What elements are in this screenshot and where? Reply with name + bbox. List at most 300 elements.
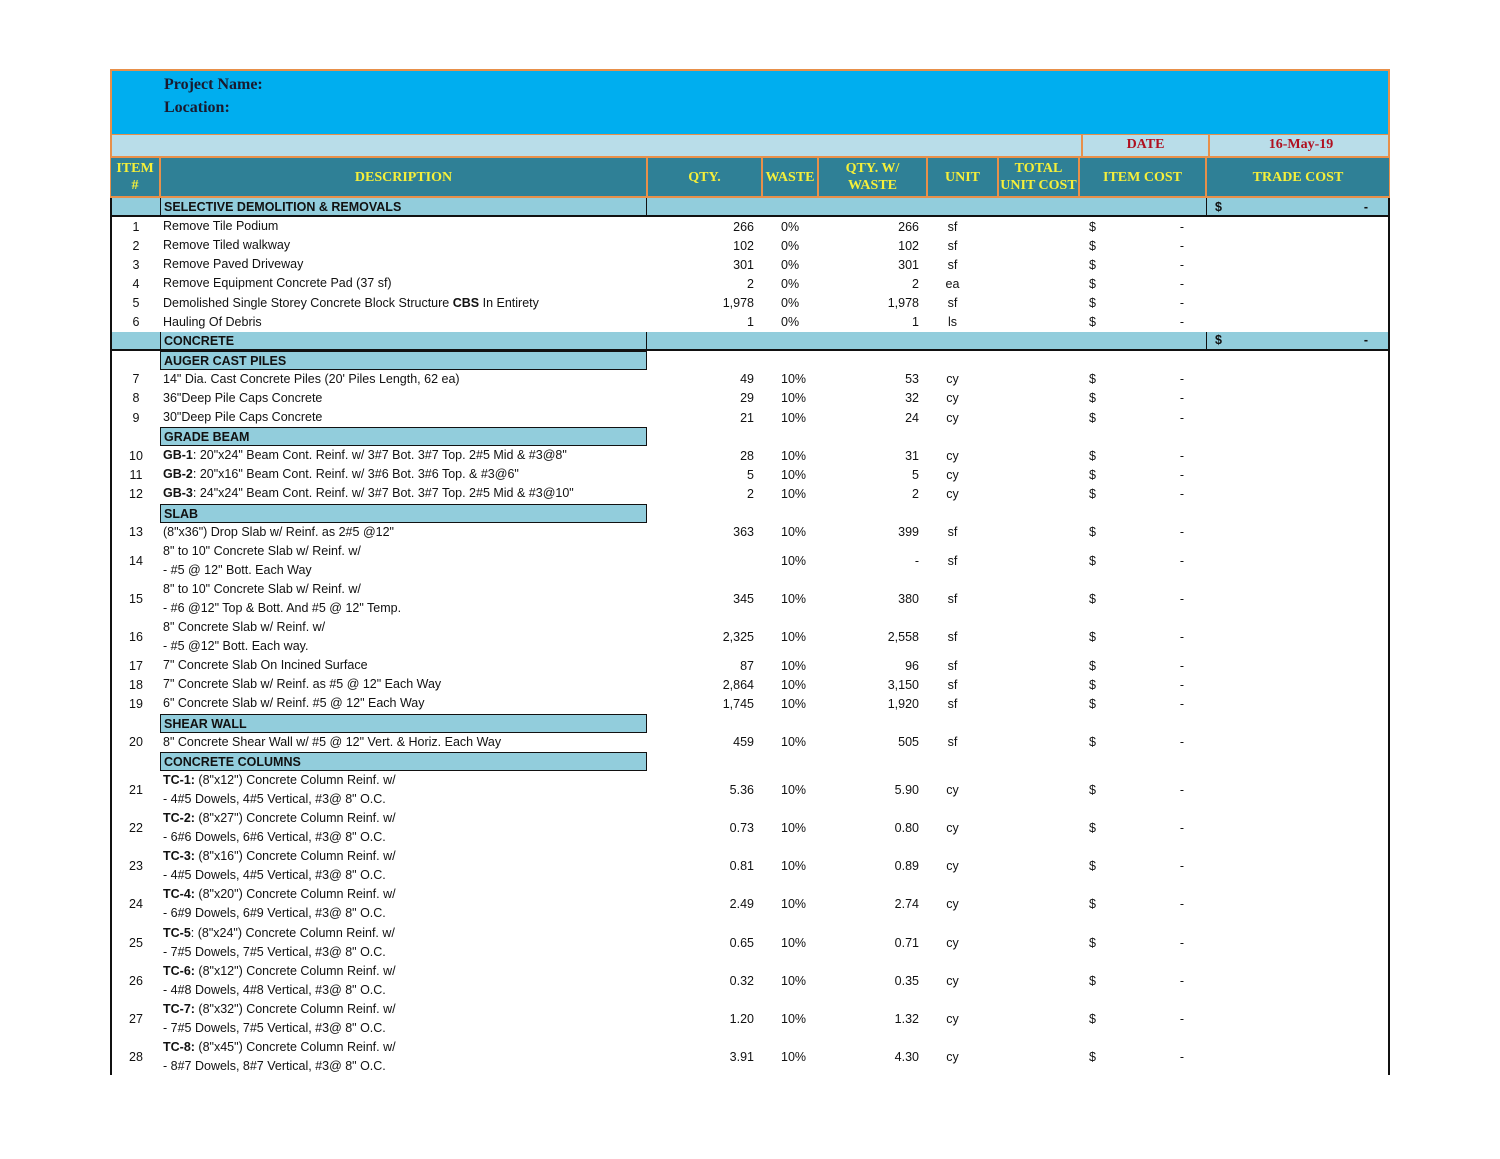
unit-cell[interactable]: cy	[946, 859, 959, 874]
section-header-row	[112, 332, 1388, 351]
qty-cell[interactable]: 2,864	[722, 677, 754, 692]
description-text: 36"Deep Pile Caps Concrete	[163, 390, 323, 405]
description-text: Remove Tiled walkway	[163, 238, 291, 253]
item-cost-cell	[1079, 1012, 1206, 1026]
description-cell[interactable]	[160, 446, 647, 465]
description-text: - 4#8 Dowels, 4#8 Vertical, #3@ 8" O.C.	[163, 982, 386, 997]
item-cost-value: -	[1179, 821, 1184, 836]
table-row	[112, 675, 1388, 694]
description-text: 14" Dia. Cast Concrete Piles (20' Piles Length, 62 ea)	[163, 371, 460, 386]
item-code: TC-5	[163, 925, 191, 940]
description-cell[interactable]	[160, 885, 647, 923]
item-cost-cell	[1079, 525, 1206, 539]
qty-cell[interactable]: 301	[733, 257, 754, 272]
item-code: GB-3	[163, 486, 193, 501]
trade-cost-cell[interactable]	[1206, 198, 1390, 215]
item-number: 22	[129, 821, 143, 836]
unit-cell[interactable]: cy	[946, 410, 959, 425]
item-cost-cell	[1079, 372, 1206, 386]
unit-cell[interactable]: sf	[947, 658, 958, 673]
description-line	[163, 962, 647, 981]
item-cost-value: -	[1179, 591, 1184, 606]
waste-cell[interactable]: 10%	[781, 448, 807, 463]
table-row	[112, 771, 1388, 809]
currency-symbol: $	[1089, 591, 1096, 606]
subsection-title: AUGER CAST PILES	[160, 351, 647, 370]
waste-cell[interactable]: 10%	[781, 935, 807, 950]
qty-with-waste-cell: 32	[905, 391, 919, 406]
unit-cell[interactable]: sf	[947, 591, 958, 606]
item-cost-cell	[1079, 735, 1206, 749]
currency-symbol: $	[1089, 735, 1096, 750]
unit-cell[interactable]: cy	[946, 935, 959, 950]
description-text: 30"Deep Pile Caps Concrete	[163, 410, 323, 425]
unit-cell[interactable]: ea	[945, 276, 960, 291]
item-cost-value: -	[1179, 219, 1184, 234]
col-trade-cost: TRADE COST	[1207, 158, 1389, 196]
qty-cell[interactable]: 0.81	[729, 859, 754, 874]
qty-cell[interactable]: 1	[747, 315, 754, 330]
description-cell[interactable]	[160, 274, 647, 293]
qty-cell[interactable]: 5.36	[729, 782, 754, 797]
date-row	[110, 135, 1390, 156]
description-line	[163, 904, 647, 923]
waste-cell[interactable]: 10%	[781, 782, 807, 797]
currency-symbol: $	[1089, 630, 1096, 645]
item-cost-value: -	[1179, 1050, 1184, 1065]
qty-with-waste-cell: 0.35	[894, 973, 919, 988]
description-text: 8" to 10" Concrete Slab w/ Reinf. w/	[163, 581, 361, 596]
item-cost-value: -	[1179, 677, 1184, 692]
description-text: (8"x36") Drop Slab w/ Reinf. as 2#5 @12"	[163, 524, 394, 539]
table-row	[112, 370, 1388, 389]
qty-cell[interactable]: 49	[740, 372, 754, 387]
waste-cell[interactable]: 10%	[781, 591, 807, 606]
description-text: - 7#5 Dowels, 7#5 Vertical, #3@ 8" O.C.	[163, 1021, 386, 1036]
unit-cell[interactable]: cy	[946, 897, 959, 912]
qty-cell[interactable]: 1,745	[722, 696, 754, 711]
description-text: : 24"x24" Beam Cont. Reinf. w/ 3#7 Bot. 3#7 Top. 2#5 Mid & #3@10"	[192, 486, 574, 501]
qty-cell[interactable]: 2,325	[722, 630, 754, 645]
item-cost-cell	[1079, 936, 1206, 950]
currency-symbol: $	[1089, 897, 1096, 912]
item-cost-value: -	[1179, 410, 1184, 425]
unit-cell[interactable]: sf	[947, 525, 958, 540]
description-line	[163, 1057, 647, 1076]
item-number: 19	[129, 696, 143, 711]
waste-cell[interactable]: 10%	[781, 735, 807, 750]
description-line	[163, 828, 647, 847]
item-number: 24	[129, 897, 143, 912]
item-cost-value: -	[1179, 315, 1184, 330]
table-row	[112, 694, 1388, 713]
unit-cell[interactable]: cy	[946, 486, 959, 501]
waste-cell[interactable]: 10%	[781, 372, 807, 387]
unit-cell[interactable]: sf	[947, 219, 958, 234]
description-line	[163, 771, 647, 790]
item-cost-value: -	[1179, 238, 1184, 253]
unit-cell[interactable]: sf	[947, 735, 958, 750]
unit-cell[interactable]: cy	[946, 391, 959, 406]
qty-cell[interactable]: 0.32	[729, 973, 754, 988]
item-code: GB-1	[163, 448, 193, 463]
description-text: (8"x32") Concrete Column Reinf. w/	[194, 1002, 396, 1017]
qty-with-waste-cell: 301	[898, 257, 919, 272]
qty-with-waste-cell: 1	[912, 315, 919, 330]
qty-cell[interactable]: 0.65	[729, 935, 754, 950]
description-text: Demolished Single Storey Concrete Block Structure	[163, 295, 453, 310]
description-line	[163, 943, 647, 962]
subsection-title: GRADE BEAM	[160, 427, 647, 446]
qty-with-waste-cell: 399	[898, 525, 919, 540]
description-cell[interactable]	[160, 294, 647, 313]
description-line	[163, 847, 647, 866]
date-row-blank	[112, 135, 1081, 156]
description-cell[interactable]	[160, 542, 647, 580]
table-row	[112, 293, 1388, 312]
item-number: 5	[132, 296, 140, 311]
description-cell[interactable]	[160, 255, 647, 274]
description-text: Hauling Of Debris	[163, 314, 262, 329]
waste-cell[interactable]: 10%	[781, 677, 807, 692]
description-line	[163, 446, 647, 465]
table-row	[112, 389, 1388, 408]
unit-cell[interactable]: sf	[947, 553, 958, 568]
waste-cell[interactable]: 10%	[781, 467, 807, 482]
item-number: 3	[132, 257, 140, 272]
item-cost-value: -	[1179, 859, 1184, 874]
description-line	[163, 408, 647, 427]
description-cell[interactable]	[160, 733, 647, 752]
description-cell[interactable]	[160, 370, 647, 389]
item-code: TC-2:	[163, 811, 195, 826]
item-number: 13	[129, 525, 143, 540]
description-line	[163, 1019, 647, 1038]
qty-with-waste-cell: 4.30	[894, 1050, 919, 1065]
qty-cell[interactable]: 1.20	[729, 1012, 754, 1027]
unit-cell[interactable]: cy	[946, 1012, 959, 1027]
waste-cell[interactable]: 0%	[781, 276, 800, 291]
unit-cell[interactable]: sf	[947, 696, 958, 711]
qty-cell[interactable]: 0.73	[729, 821, 754, 836]
table-row	[112, 217, 1388, 236]
unit-cell[interactable]: sf	[947, 238, 958, 253]
waste-cell[interactable]: 10%	[781, 630, 807, 645]
project-banner	[110, 69, 1390, 135]
table-row	[112, 1000, 1388, 1038]
waste-cell[interactable]: 0%	[781, 315, 800, 330]
waste-cell[interactable]: 10%	[781, 410, 807, 425]
col-description: DESCRIPTION	[161, 158, 646, 196]
line-items	[110, 198, 1390, 1075]
qty-cell[interactable]: 29	[740, 391, 754, 406]
unit-cell[interactable]: sf	[947, 630, 958, 645]
qty-with-waste-cell: 0.89	[894, 859, 919, 874]
unit-cell[interactable]: sf	[947, 296, 958, 311]
qty-cell[interactable]: 1,978	[722, 296, 754, 311]
description-text: (8"x45") Concrete Column Reinf. w/	[194, 1040, 396, 1055]
description-line	[163, 618, 647, 637]
item-cost-value: -	[1179, 973, 1184, 988]
description-cell[interactable]	[160, 389, 647, 408]
description-text: - #5 @12" Bott. Each way.	[163, 639, 309, 654]
qty-with-waste-cell: 266	[898, 219, 919, 234]
subsection-header-row	[112, 504, 1388, 523]
description-cell[interactable]	[160, 694, 647, 713]
table-row	[112, 618, 1388, 656]
waste-cell[interactable]: 0%	[781, 219, 800, 234]
item-number: 11	[129, 467, 143, 482]
item-cost-value: -	[1179, 553, 1184, 568]
table-row	[112, 885, 1388, 923]
column-header-row	[110, 156, 1390, 198]
item-cost-value: -	[1179, 935, 1184, 950]
description-cell[interactable]	[160, 1000, 647, 1038]
qty-cell[interactable]: 28	[740, 448, 754, 463]
qty-with-waste-cell: 53	[905, 372, 919, 387]
currency-symbol: $	[1089, 696, 1096, 711]
description-cell[interactable]	[160, 484, 647, 503]
description-text: 6" Concrete Slab w/ Reinf. #5 @ 12" Each Way	[163, 696, 425, 711]
description-cell[interactable]	[160, 313, 647, 332]
subsection-header-row	[112, 351, 1388, 370]
item-cost-value: -	[1179, 630, 1184, 645]
qty-with-waste-cell: 1,920	[887, 696, 919, 711]
item-cost-cell	[1079, 277, 1206, 291]
currency-symbol: $	[1089, 1012, 1096, 1027]
description-line	[163, 656, 647, 675]
item-cost-cell	[1079, 220, 1206, 234]
unit-cell[interactable]: cy	[946, 372, 959, 387]
item-number: 27	[129, 1012, 143, 1027]
description-cell[interactable]	[160, 675, 647, 694]
item-cost-cell	[1079, 391, 1206, 405]
qty-with-waste-cell: -	[914, 553, 919, 568]
qty-cell[interactable]: 21	[740, 410, 754, 425]
table-row	[112, 580, 1388, 618]
waste-cell[interactable]: 10%	[781, 553, 807, 568]
waste-cell[interactable]: 10%	[781, 486, 807, 501]
currency-symbol: $	[1089, 467, 1096, 482]
qty-with-waste-cell: 2,558	[887, 630, 919, 645]
description-line	[163, 599, 647, 618]
description-cell[interactable]	[160, 236, 647, 255]
description-line	[163, 637, 647, 656]
qty-cell[interactable]: 459	[733, 735, 754, 750]
item-cost-cell	[1079, 487, 1206, 501]
description-line	[163, 389, 647, 408]
item-cost-cell	[1079, 630, 1206, 644]
description-text: - 8#7 Dowels, 8#7 Vertical, #3@ 8" O.C.	[163, 1059, 386, 1074]
waste-cell[interactable]: 0%	[781, 238, 800, 253]
table-row	[112, 408, 1388, 427]
unit-cell[interactable]: sf	[947, 677, 958, 692]
currency-symbol: $	[1089, 973, 1096, 988]
item-number: 25	[129, 935, 143, 950]
section-title: CONCRETE	[160, 332, 647, 349]
qty-cell[interactable]: 363	[733, 525, 754, 540]
item-cost-value: -	[1179, 658, 1184, 673]
description-cell[interactable]	[160, 408, 647, 427]
trade-cost-cell[interactable]	[1206, 332, 1390, 349]
item-number: 15	[129, 591, 143, 606]
item-number: 21	[129, 782, 143, 797]
qty-cell[interactable]: 2	[747, 486, 754, 501]
unit-cell[interactable]: cy	[946, 821, 959, 836]
qty-with-waste-cell: 2	[912, 276, 919, 291]
unit-cell[interactable]: cy	[946, 448, 959, 463]
currency-symbol: $	[1089, 257, 1096, 272]
description-text: - 6#6 Dowels, 6#6 Vertical, #3@ 8" O.C.	[163, 830, 386, 845]
waste-cell[interactable]: 10%	[781, 859, 807, 874]
waste-cell[interactable]: 10%	[781, 391, 807, 406]
table-row	[112, 656, 1388, 675]
item-code: TC-4:	[163, 887, 195, 902]
item-cost-value: -	[1179, 276, 1184, 291]
col-qty: QTY.	[648, 158, 761, 196]
item-number: 8	[132, 391, 140, 406]
qty-with-waste-cell: 96	[905, 658, 919, 673]
description-text: Remove Tile Podium	[163, 219, 279, 234]
qty-with-waste-cell: 505	[898, 735, 919, 750]
description-cell[interactable]	[160, 847, 647, 885]
description-cell[interactable]	[160, 771, 647, 809]
unit-cell[interactable]: cy	[946, 1050, 959, 1065]
waste-cell[interactable]: 10%	[781, 525, 807, 540]
qty-cell[interactable]: 2.49	[729, 897, 754, 912]
table-row	[112, 313, 1388, 332]
item-cost-cell	[1079, 821, 1206, 835]
item-code: TC-3:	[163, 849, 195, 864]
waste-cell[interactable]: 10%	[781, 1012, 807, 1027]
table-row	[112, 484, 1388, 503]
unit-cell[interactable]: cy	[946, 782, 959, 797]
location-label: Location:	[164, 99, 230, 116]
item-cost-value: -	[1179, 372, 1184, 387]
description-text: - 4#5 Dowels, 4#5 Vertical, #3@ 8" O.C.	[163, 868, 386, 883]
date-label: DATE	[1081, 135, 1208, 156]
description-text: 8" to 10" Concrete Slab w/ Reinf. w/	[163, 543, 361, 558]
subsection-header-row	[112, 752, 1388, 771]
description-text: - 6#9 Dowels, 6#9 Vertical, #3@ 8" O.C.	[163, 906, 386, 921]
description-text: - #5 @ 12" Bott. Each Way	[163, 562, 312, 577]
description-line	[163, 236, 647, 255]
description-text: - 4#5 Dowels, 4#5 Vertical, #3@ 8" O.C.	[163, 791, 386, 806]
description-line	[163, 484, 647, 503]
description-cell[interactable]	[160, 580, 647, 618]
description-line	[163, 694, 647, 713]
description-cell[interactable]	[160, 809, 647, 847]
qty-cell[interactable]: 345	[733, 591, 754, 606]
waste-cell[interactable]: 10%	[781, 696, 807, 711]
description-cell[interactable]	[160, 924, 647, 962]
item-cost-value: -	[1179, 696, 1184, 711]
qty-cell[interactable]: 266	[733, 219, 754, 234]
description-text: (8"x20") Concrete Column Reinf. w/	[194, 887, 396, 902]
description-line	[163, 523, 647, 542]
item-cost-value: -	[1179, 257, 1184, 272]
description-line	[163, 561, 647, 580]
qty-with-waste-cell: 1.32	[894, 1012, 919, 1027]
col-total-unit-cost: TOTAL UNIT COST	[999, 158, 1078, 196]
date-value[interactable]: 16-May-19	[1208, 135, 1392, 156]
qty-cell[interactable]: 102	[733, 238, 754, 253]
waste-cell[interactable]: 10%	[781, 897, 807, 912]
item-cost-cell	[1079, 783, 1206, 797]
col-item: ITEM #	[111, 158, 159, 196]
qty-cell[interactable]: 2	[747, 276, 754, 291]
currency-symbol: $	[1089, 219, 1096, 234]
qty-with-waste-cell: 31	[905, 448, 919, 463]
subsection-title: SHEAR WALL	[160, 714, 647, 733]
item-cost-cell	[1079, 859, 1206, 873]
trade-cost-value: -	[1363, 199, 1368, 214]
qty-cell[interactable]: 5	[747, 467, 754, 482]
description-cell[interactable]	[160, 618, 647, 656]
qty-with-waste-cell: 380	[898, 591, 919, 606]
description-line	[163, 294, 647, 313]
col-item-cost: ITEM COST	[1080, 158, 1205, 196]
currency-symbol: $	[1089, 553, 1096, 568]
description-cell[interactable]	[160, 656, 647, 675]
qty-cell[interactable]: 87	[740, 658, 754, 673]
unit-cell[interactable]: ls	[947, 315, 958, 330]
description-text: - #6 @12" Top & Bott. And #5 @ 12" Temp.	[163, 600, 402, 615]
item-cost-cell	[1079, 239, 1206, 253]
currency-symbol: $	[1089, 296, 1096, 311]
item-cost-cell	[1079, 1050, 1206, 1064]
description-cell[interactable]	[160, 1038, 647, 1076]
currency-symbol: $	[1089, 372, 1096, 387]
table-row	[112, 255, 1388, 274]
item-cost-value: -	[1179, 1012, 1184, 1027]
item-number: 28	[129, 1050, 143, 1065]
table-row	[112, 1038, 1388, 1076]
item-cost-value: -	[1179, 525, 1184, 540]
qty-with-waste-cell: 2	[912, 486, 919, 501]
currency-symbol: $	[1089, 525, 1096, 540]
description-cell[interactable]	[160, 523, 647, 542]
unit-cell[interactable]: cy	[946, 467, 959, 482]
item-number: 26	[129, 973, 143, 988]
trade-cost-value: -	[1363, 333, 1368, 348]
waste-cell[interactable]: 0%	[781, 257, 800, 272]
unit-cell[interactable]: sf	[947, 257, 958, 272]
item-code: TC-6:	[163, 963, 195, 978]
currency-symbol: $	[1089, 658, 1096, 673]
item-cost-cell	[1079, 258, 1206, 272]
description-cell[interactable]	[160, 962, 647, 1000]
item-number: 9	[132, 410, 140, 425]
description-text: (8"x12") Concrete Column Reinf. w/	[194, 772, 396, 787]
col-unit: UNIT	[928, 158, 997, 196]
qty-cell[interactable]: 3.91	[729, 1050, 754, 1065]
waste-cell[interactable]: 10%	[781, 973, 807, 988]
table-row	[112, 465, 1388, 484]
subsection-title: SLAB	[160, 504, 647, 523]
item-cost-cell	[1079, 897, 1206, 911]
unit-cell[interactable]: cy	[946, 973, 959, 988]
waste-cell[interactable]: 10%	[781, 821, 807, 836]
waste-cell[interactable]: 10%	[781, 1050, 807, 1065]
waste-cell[interactable]: 10%	[781, 658, 807, 673]
description-cell[interactable]	[160, 465, 647, 484]
waste-cell[interactable]: 0%	[781, 296, 800, 311]
description-text: : 20"x16" Beam Cont. Reinf. w/ 3#6 Bot. 3#6 Top. & #3@6"	[192, 467, 519, 482]
description-cell[interactable]	[160, 217, 647, 236]
item-code: CBS	[452, 295, 480, 310]
item-number: 16	[129, 630, 143, 645]
